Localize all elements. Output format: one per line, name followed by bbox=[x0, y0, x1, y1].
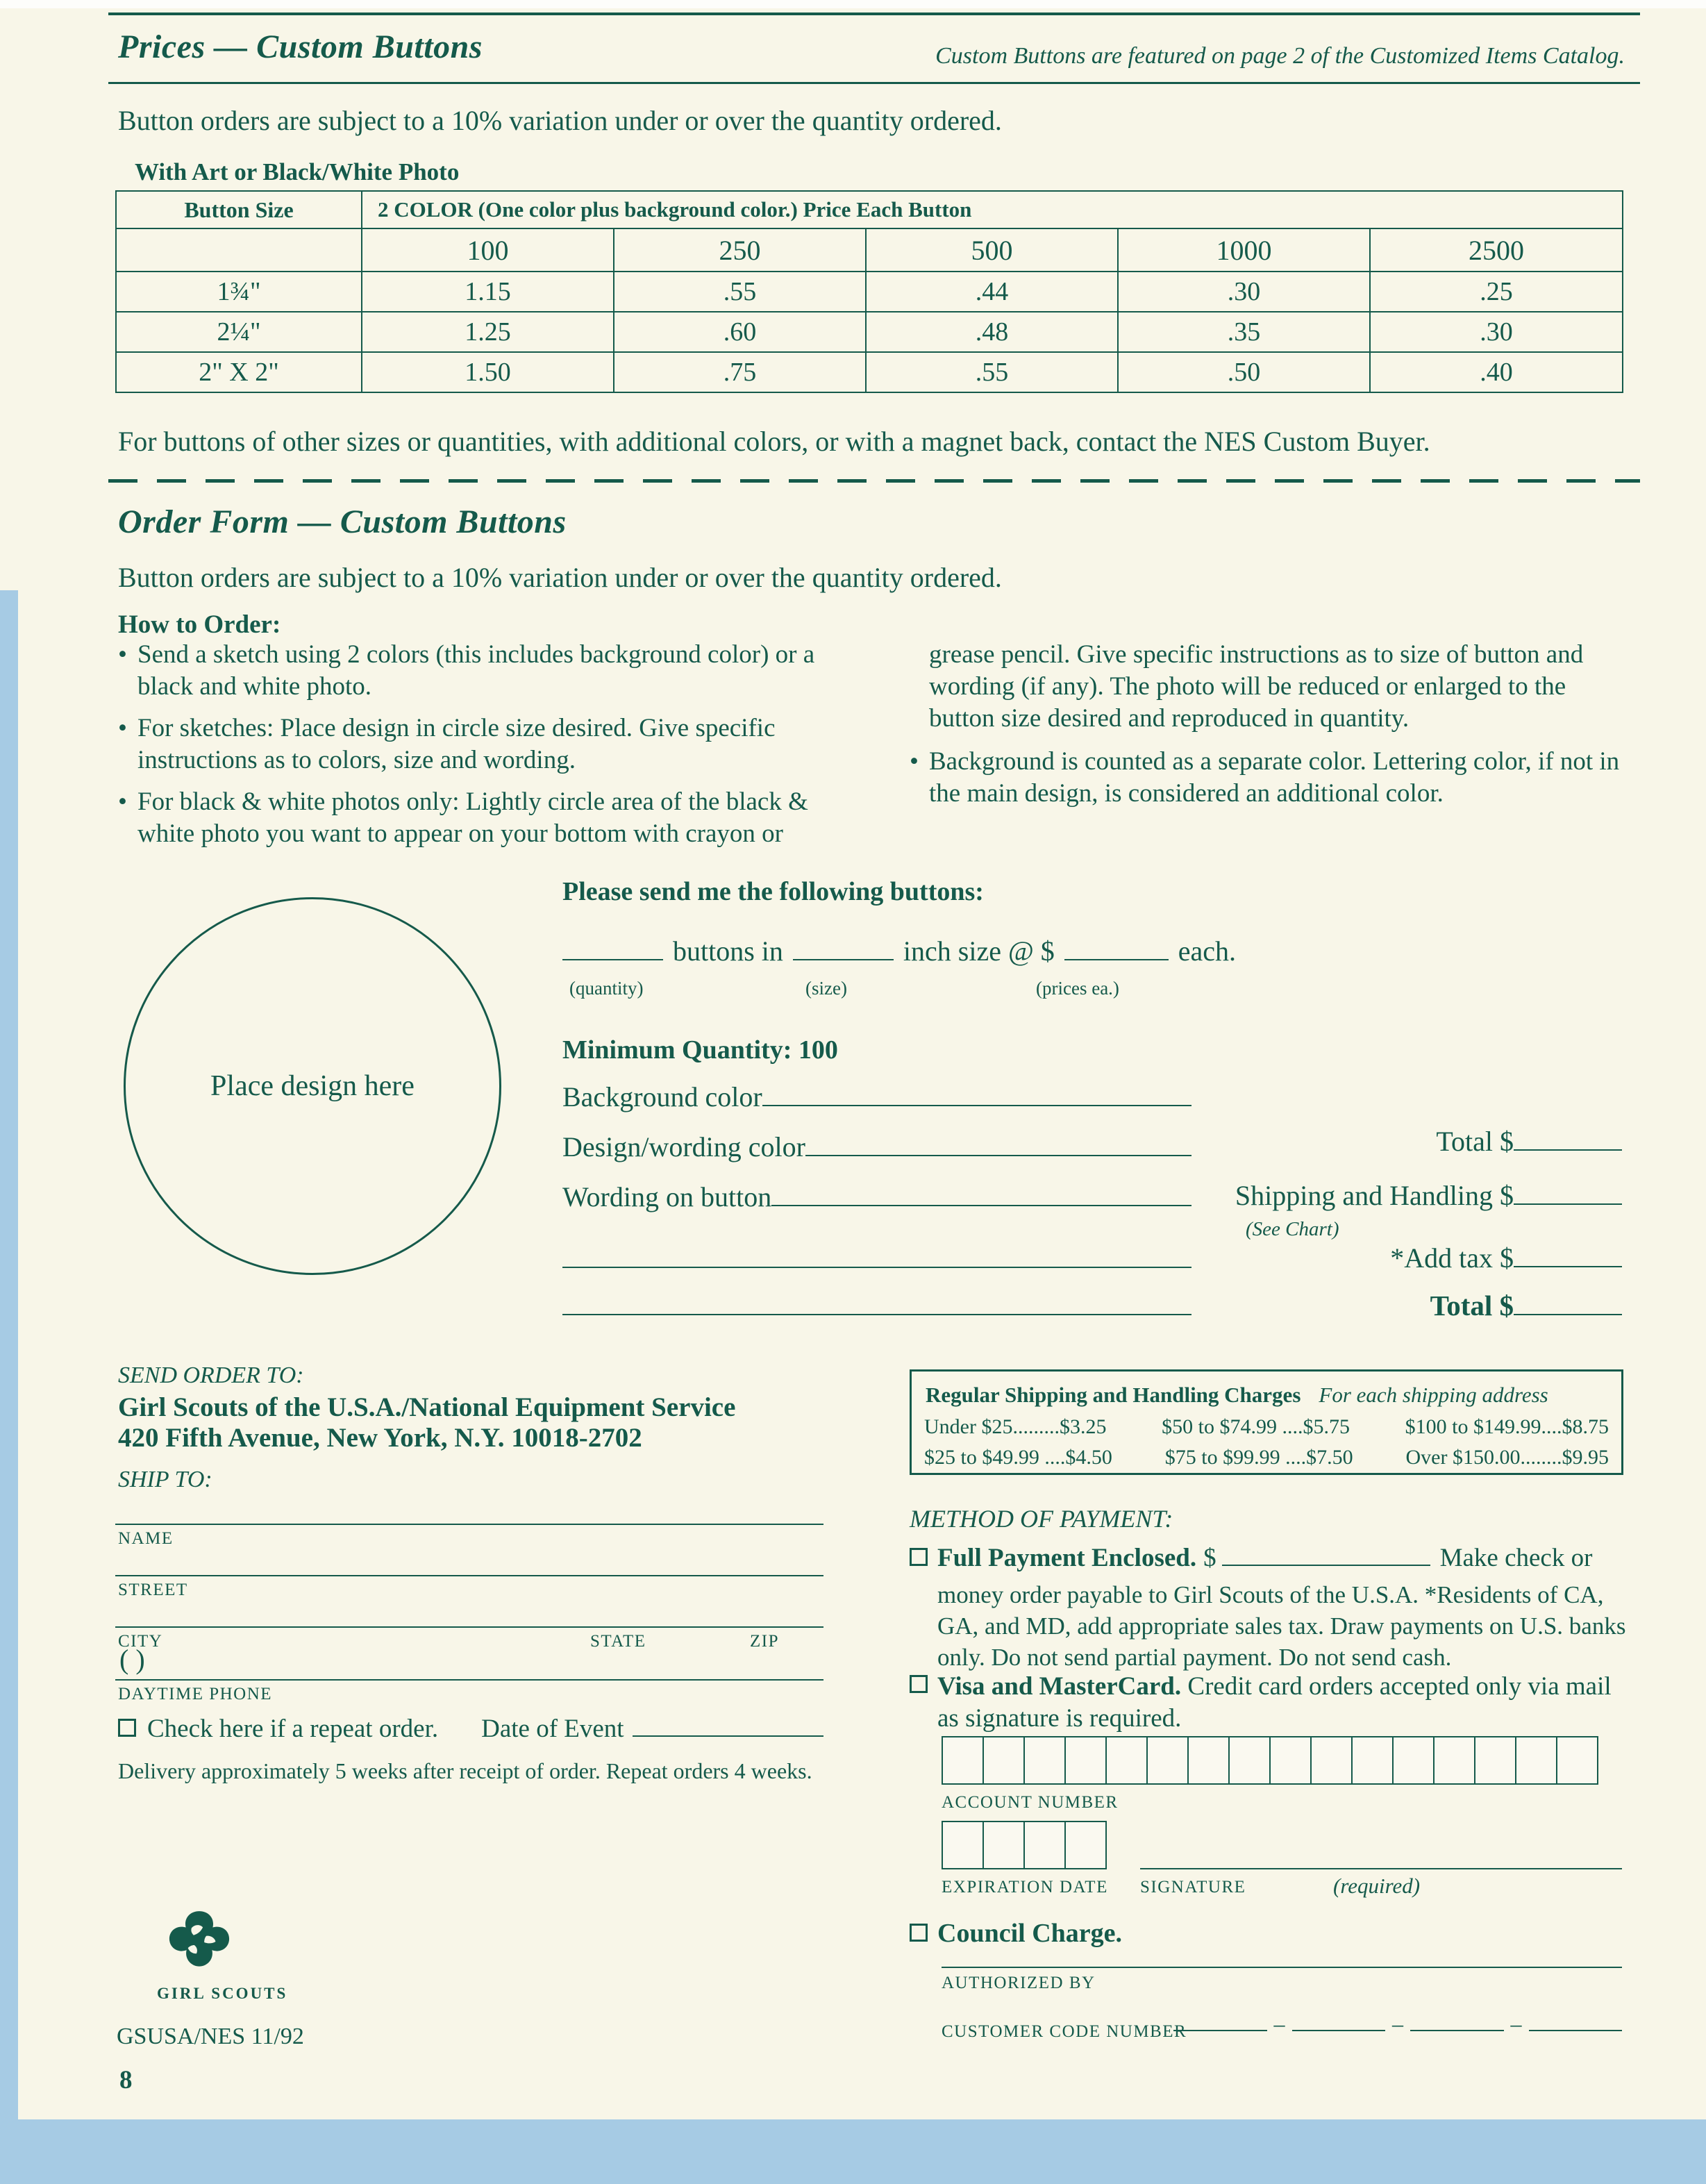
price-table-header-row bbox=[116, 191, 1623, 228]
design-circle-label: Place design here bbox=[210, 1070, 415, 1102]
council-charge-label: Council Charge. bbox=[937, 1919, 1122, 1948]
price-cell: .75 bbox=[614, 352, 866, 392]
account-number-label: ACCOUNT NUMBER bbox=[942, 1793, 1119, 1812]
shipping-box-title: Regular Shipping and Handling Charges bbox=[926, 1383, 1301, 1407]
how-to-order-right-column bbox=[910, 639, 1628, 810]
total1-label: Total $ bbox=[1436, 1126, 1514, 1157]
segment-dash: – bbox=[1510, 2011, 1522, 2036]
how-to-order-left-column bbox=[118, 639, 826, 850]
scan-left-edge bbox=[0, 590, 18, 2184]
request-heading: Please send me the following buttons: bbox=[562, 877, 984, 906]
method-of-payment-heading: METHOD OF PAYMENT: bbox=[910, 1505, 1173, 1533]
bullet-item bbox=[118, 786, 826, 850]
price-cell: .60 bbox=[614, 312, 866, 352]
account-number-cell[interactable] bbox=[1023, 1736, 1066, 1785]
scan-bottom-edge bbox=[0, 2119, 1706, 2184]
bullet-item bbox=[118, 639, 826, 703]
col-header-2color: 2 COLOR (One color plus background color.) Price Each Button bbox=[362, 191, 1623, 228]
bullet-text: Send a sketch using 2 colors (this includes background color) or a black and white photo. bbox=[137, 640, 815, 701]
design-color-label: Design/wording color bbox=[562, 1131, 805, 1162]
total2-label: Total $ bbox=[1430, 1290, 1514, 1322]
customer-code-segment[interactable] bbox=[1410, 2030, 1504, 2031]
signature-line[interactable] bbox=[1140, 1868, 1622, 1869]
shipping-charges-box bbox=[910, 1369, 1623, 1475]
bullet-item bbox=[910, 746, 1628, 810]
ship-to-heading: SHIP TO: bbox=[118, 1467, 212, 1492]
send-order-address: 420 Fifth Avenue, New York, N.Y. 10018-2702 bbox=[118, 1423, 642, 1453]
expiration-cell[interactable] bbox=[1023, 1821, 1066, 1869]
how-to-order-heading: How to Order: bbox=[118, 610, 281, 639]
quantity-line-seg2: inch size @ $ bbox=[903, 935, 1055, 967]
title-rule bbox=[108, 82, 1640, 84]
account-number-cell[interactable] bbox=[1105, 1736, 1148, 1785]
paper-edge bbox=[0, 8, 18, 590]
account-number-cell[interactable] bbox=[1433, 1736, 1475, 1785]
price-cell: .40 bbox=[1370, 352, 1623, 392]
phone-line[interactable] bbox=[115, 1679, 823, 1681]
size-blank[interactable] bbox=[793, 959, 894, 960]
signature-label: SIGNATURE bbox=[1140, 1878, 1246, 1897]
price-cell: 1.25 bbox=[362, 312, 614, 352]
visa-row bbox=[910, 1671, 1625, 1735]
shipping-blank[interactable] bbox=[1514, 1203, 1622, 1205]
price-cell: .55 bbox=[614, 272, 866, 312]
customer-code-segment[interactable] bbox=[1173, 2030, 1267, 2031]
price-cell: .25 bbox=[1370, 272, 1623, 312]
total-row-1 bbox=[1180, 1125, 1622, 1158]
charge: Over $150.00........$9.95 bbox=[1405, 1446, 1609, 1469]
price-blank[interactable] bbox=[1064, 959, 1169, 960]
visa-text: Credit card orders accepted only via mail as signature is required. bbox=[937, 1672, 1612, 1733]
top-rule bbox=[108, 12, 1640, 15]
full-payment-text: money order payable to Girl Scouts of the U.S.A. *Residents of CA, GA, and MD, add appropriate sales tax. Draw payments on U.S. banks only. Do not send partial payment. Do not send cash. bbox=[937, 1581, 1626, 1671]
expiration-cell[interactable] bbox=[1064, 1821, 1107, 1869]
total2-blank[interactable] bbox=[1514, 1314, 1622, 1315]
quantity-line bbox=[562, 935, 1340, 967]
form-code: GSUSA/NES 11/92 bbox=[117, 2024, 304, 2049]
city-label: CITY bbox=[118, 1632, 163, 1651]
account-number-cell[interactable] bbox=[1392, 1736, 1435, 1785]
charge: $100 to $149.99....$8.75 bbox=[1405, 1415, 1609, 1438]
empty-cell bbox=[116, 228, 362, 272]
date-of-event-label: Date of Event bbox=[481, 1715, 624, 1743]
logo-caption: GIRL SCOUTS bbox=[157, 1985, 288, 2002]
account-number-cell[interactable] bbox=[1146, 1736, 1189, 1785]
minimum-quantity-note: Minimum Quantity: 100 bbox=[562, 1035, 838, 1065]
phone-label: DAYTIME PHONE bbox=[118, 1685, 273, 1703]
zip-label: ZIP bbox=[750, 1632, 779, 1651]
price-cell: 1.50 bbox=[362, 352, 614, 392]
tax-blank[interactable] bbox=[1514, 1266, 1622, 1267]
variation-note-2: Button orders are subject to a 10% variation under or over the quantity ordered. bbox=[118, 562, 1002, 593]
visa-label: Visa and MasterCard. bbox=[937, 1672, 1182, 1701]
visa-text-block bbox=[937, 1671, 1625, 1735]
qty-header: 250 bbox=[614, 228, 866, 272]
price-cell: .35 bbox=[1118, 312, 1370, 352]
council-charge-row bbox=[910, 1918, 1122, 1949]
bullet-continuation: grease pencil. Give specific instructions as to size of button and wording (if any). The photo will be reduced or enlarged to the button size desired and reproduced in quantity. bbox=[929, 640, 1584, 733]
segment-dash: – bbox=[1392, 2011, 1403, 2036]
girl-scouts-logo-icon bbox=[165, 1908, 233, 1983]
button-size-cell: 2" X 2" bbox=[116, 352, 362, 392]
bullet-text: Background is counted as a separate color. Lettering color, if not in the main design, is considered an additional color. bbox=[929, 747, 1620, 808]
variation-note-1: Button orders are subject to a 10% variation under or over the quantity ordered. bbox=[118, 105, 1002, 136]
wording-blank[interactable] bbox=[771, 1205, 1191, 1206]
total-row-2 bbox=[1180, 1289, 1622, 1322]
label-size: (size) bbox=[805, 978, 847, 999]
full-payment-dollar: $ bbox=[1203, 1544, 1216, 1572]
account-number-cell[interactable] bbox=[1187, 1736, 1230, 1785]
street-label: STREET bbox=[118, 1581, 188, 1599]
signature-required-note: (required) bbox=[1333, 1874, 1421, 1898]
city-line[interactable] bbox=[115, 1626, 823, 1628]
contact-note: For buttons of other sizes or quantities, with additional colors, or with a magnet back, contact the NES Custom Buyer. bbox=[118, 426, 1430, 457]
wording-field bbox=[562, 1181, 1191, 1213]
extra-wording-line-1[interactable] bbox=[562, 1267, 1191, 1268]
background-color-field bbox=[562, 1081, 1191, 1113]
expiration-cell[interactable] bbox=[982, 1821, 1025, 1869]
qty-header: 1000 bbox=[1118, 228, 1370, 272]
qty-header: 2500 bbox=[1370, 228, 1623, 272]
shipping-row bbox=[1180, 1179, 1622, 1212]
qty-header: 500 bbox=[866, 228, 1118, 272]
page-number: 8 bbox=[119, 2066, 133, 2094]
date-of-event-blank[interactable] bbox=[633, 1735, 823, 1737]
customer-code-segment[interactable] bbox=[1292, 2030, 1386, 2031]
quantity-line-seg1: buttons in bbox=[673, 935, 783, 967]
bullet-text: For black & white photos only: Lightly circle area of the black & white photo you want to appear on your bottom with crayon or bbox=[137, 787, 808, 848]
total1-blank[interactable] bbox=[1514, 1149, 1622, 1151]
shipping-box-subtitle: For each shipping address bbox=[1319, 1383, 1548, 1407]
label-prices: (prices ea.) bbox=[1036, 978, 1119, 999]
button-size-cell: 1¾" bbox=[116, 272, 362, 312]
expiration-date-label: EXPIRATION DATE bbox=[942, 1878, 1108, 1897]
button-size-cell: 2¼" bbox=[116, 312, 362, 352]
account-number-cell[interactable] bbox=[942, 1736, 984, 1785]
expiration-cell[interactable] bbox=[942, 1821, 984, 1869]
charge: Under $25.........$3.25 bbox=[924, 1415, 1107, 1438]
quantity-blank[interactable] bbox=[562, 959, 663, 960]
full-payment-amount-blank[interactable] bbox=[1222, 1565, 1430, 1566]
charge: $50 to $74.99 ....$5.75 bbox=[1162, 1415, 1350, 1438]
price-cell: 1.15 bbox=[362, 272, 614, 312]
customer-code-segments bbox=[1173, 2011, 1622, 2037]
state-label: STATE bbox=[590, 1632, 646, 1651]
street-line[interactable] bbox=[115, 1575, 823, 1576]
prices-section-title: Prices — Custom Buttons bbox=[118, 28, 483, 65]
shipping-charges-row bbox=[912, 1442, 1621, 1473]
bullet-item bbox=[118, 712, 826, 776]
visa-checkbox[interactable] bbox=[910, 1675, 928, 1693]
customer-code-segment[interactable] bbox=[1529, 2030, 1623, 2031]
table-row bbox=[116, 272, 1623, 312]
account-number-cell[interactable] bbox=[1269, 1736, 1312, 1785]
send-order-heading: SEND ORDER TO: bbox=[118, 1362, 304, 1388]
full-payment-row bbox=[910, 1543, 1625, 1573]
account-number-cell[interactable] bbox=[1351, 1736, 1394, 1785]
scan-top-edge bbox=[0, 0, 1706, 8]
account-number-cell[interactable] bbox=[1228, 1736, 1271, 1785]
bullet-icon: • bbox=[910, 747, 919, 776]
delivery-note: Delivery approximately 5 weeks after receipt of order. Repeat orders 4 weeks. bbox=[118, 1758, 812, 1783]
tax-row bbox=[1180, 1242, 1622, 1274]
price-cell: .48 bbox=[866, 312, 1118, 352]
council-charge-checkbox[interactable] bbox=[910, 1924, 928, 1942]
label-quantity: (quantity) bbox=[569, 978, 644, 999]
design-placement-circle[interactable] bbox=[124, 897, 501, 1275]
background-color-blank[interactable] bbox=[762, 1105, 1191, 1106]
authorized-by-line[interactable] bbox=[942, 1967, 1622, 1968]
full-payment-checkbox[interactable] bbox=[910, 1548, 928, 1566]
send-order-org: Girl Scouts of the U.S.A./National Equipment Service bbox=[118, 1392, 736, 1422]
account-number-cell[interactable] bbox=[982, 1736, 1025, 1785]
bullet-icon: • bbox=[118, 714, 127, 742]
full-payment-tail: Make check or bbox=[1439, 1544, 1593, 1572]
full-payment-label: Full Payment Enclosed. bbox=[937, 1544, 1197, 1572]
quantity-header-row bbox=[116, 228, 1623, 272]
quantity-line-seg3: each. bbox=[1178, 935, 1237, 967]
bullet-icon: • bbox=[118, 640, 127, 669]
price-cell: .30 bbox=[1370, 312, 1623, 352]
repeat-order-label: Check here if a repeat order. bbox=[147, 1715, 439, 1743]
background-color-label: Background color bbox=[562, 1081, 762, 1112]
bullet-text: For sketches: Place design in circle size desired. Give specific instructions as to colors, size and wording. bbox=[137, 714, 776, 774]
customer-code-label: CUSTOMER CODE NUMBER bbox=[942, 2022, 1187, 2041]
table-row bbox=[116, 352, 1623, 392]
account-number-cell[interactable] bbox=[1310, 1736, 1353, 1785]
price-cell: .55 bbox=[866, 352, 1118, 392]
col-header-button-size: Button Size bbox=[116, 191, 362, 228]
catalog-note: Custom Buttons are featured on page 2 of the Customized Items Catalog. bbox=[935, 43, 1625, 69]
wording-label: Wording on button bbox=[562, 1181, 772, 1212]
table-row bbox=[116, 312, 1623, 352]
name-line[interactable] bbox=[115, 1524, 823, 1525]
account-number-grid bbox=[942, 1736, 1598, 1785]
price-table bbox=[115, 190, 1623, 393]
account-number-cell[interactable] bbox=[1556, 1736, 1598, 1785]
see-chart-note: (See Chart) bbox=[1246, 1218, 1339, 1240]
phone-parens: ( ) bbox=[119, 1644, 145, 1675]
design-color-field bbox=[562, 1131, 1191, 1163]
shipping-label: Shipping and Handling $ bbox=[1235, 1180, 1514, 1211]
qty-header: 100 bbox=[362, 228, 614, 272]
account-number-cell[interactable] bbox=[1474, 1736, 1516, 1785]
segment-dash: – bbox=[1273, 2011, 1285, 2036]
design-color-blank[interactable] bbox=[805, 1155, 1191, 1156]
shipping-box-header bbox=[912, 1372, 1621, 1412]
account-number-cell[interactable] bbox=[1515, 1736, 1557, 1785]
expiration-date-grid bbox=[942, 1821, 1107, 1869]
tax-label: *Add tax $ bbox=[1390, 1242, 1514, 1274]
charge: $75 to $99.99 ....$7.50 bbox=[1164, 1446, 1353, 1469]
authorized-by-label: AUTHORIZED BY bbox=[942, 1974, 1096, 1992]
repeat-order-row bbox=[118, 1714, 823, 1744]
bullet-icon: • bbox=[118, 787, 127, 816]
shipping-charges-row bbox=[912, 1412, 1621, 1442]
order-form-title: Order Form — Custom Buttons bbox=[118, 503, 567, 540]
name-label: NAME bbox=[118, 1529, 174, 1548]
price-cell: .44 bbox=[866, 272, 1118, 312]
extra-wording-line-2[interactable] bbox=[562, 1314, 1191, 1315]
price-cell: .30 bbox=[1118, 272, 1370, 312]
price-cell: .50 bbox=[1118, 352, 1370, 392]
price-table-subtitle: With Art or Black/White Photo bbox=[135, 158, 460, 185]
repeat-order-checkbox[interactable] bbox=[118, 1719, 136, 1737]
charge: $25 to $49.99 ....$4.50 bbox=[924, 1446, 1112, 1469]
account-number-cell[interactable] bbox=[1064, 1736, 1107, 1785]
dashed-divider bbox=[108, 479, 1640, 483]
